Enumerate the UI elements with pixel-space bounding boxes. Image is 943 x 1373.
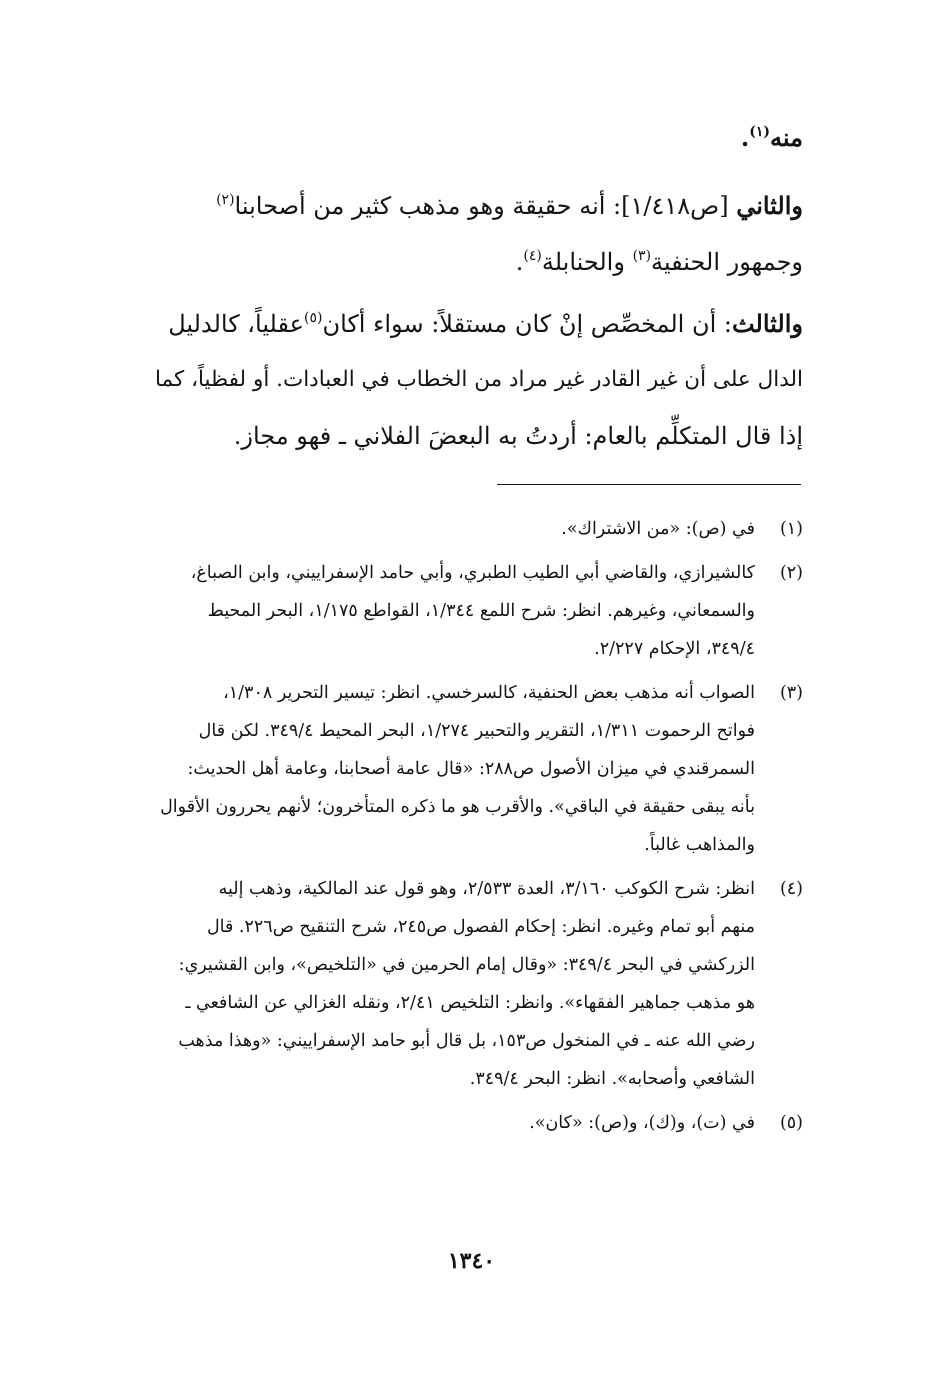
footnote-3 xyxy=(143,674,803,864)
footnote-line: والمذاهب غالباً. xyxy=(644,835,755,855)
footnote-number: (٤) xyxy=(779,879,803,899)
text-span: والحنابلة xyxy=(541,248,633,276)
text-span: . xyxy=(740,123,750,152)
footnote-number: (١) xyxy=(779,519,803,539)
main-line: الدال على أن غير القادر غير مراد من الخطاب في العبادات. أو لفظياً، كما xyxy=(155,367,803,392)
paragraph-lead: والثالث xyxy=(731,309,803,338)
footnote-ref-3: (٣) xyxy=(632,248,652,264)
text-span: عقلياً، كالدليل xyxy=(168,310,304,338)
footnote-number: (٢) xyxy=(779,563,803,583)
paragraph-lead: والثاني xyxy=(736,191,803,220)
main-paragraph-2 xyxy=(143,296,803,464)
text-span: . xyxy=(515,248,524,276)
footnote-1 xyxy=(143,510,803,548)
footnote-line: الزركشي في البحر ٣٤٩/٤: «وقال إمام الحرمين في «التلخيص»، وابن القشيري: xyxy=(178,955,755,975)
footnote-line: في (ص): «من الاشتراك». xyxy=(561,519,755,539)
text-span: : أن المخصِّص إنْ كان مستقلاً: سواء أكان xyxy=(322,310,732,338)
footnote-line: كالشيرازي، والقاضي أبي الطيب الطبري، وأبي حامد الإسفراييني، وابن الصباغ، xyxy=(190,563,755,583)
footnote-body xyxy=(143,870,755,1098)
text-span: منه xyxy=(770,123,803,152)
footnote-body xyxy=(143,1104,755,1142)
footnote-line: فواتح الرحموت ١/٣١١، التقرير والتحبير ١/٢٧٤، البحر المحيط ٣٤٩/٤. لكن قال xyxy=(198,721,755,741)
footnote-line: والسمعاني، وغيرهم. انظر: شرح اللمع ١/٣٤٤، القواطع ١/١٧٥، البحر المحيط xyxy=(207,601,755,621)
main-line xyxy=(143,178,803,234)
main-line xyxy=(143,110,803,166)
footnote-line: الصواب أنه مذهب بعض الحنفية، كالسرخسي. انظر: تيسير التحرير ١/٣٠٨، xyxy=(223,683,755,703)
text-span: [ص١/٤١٨]: أنه حقيقة وهو مذهب كثير من أصحابنا xyxy=(234,192,737,220)
footnote-line: الشافعي وأصحابه». انظر: البحر ٣٤٩/٤. xyxy=(469,1069,755,1089)
footnote-line: رضي الله عنه ـ في المنخول ص١٥٣، بل قال أبو حامد الإسفراييني: «وهذا مذهب xyxy=(178,1031,755,1051)
footnote-number: (٥) xyxy=(779,1113,803,1133)
footnote-body xyxy=(143,510,755,548)
footnote-ref-4: (٤) xyxy=(523,248,542,264)
footnote-ref-1: (١) xyxy=(749,124,771,140)
footnote-2 xyxy=(143,554,803,668)
footnote-line: في (ت)، و(ك)، و(ص): «كان». xyxy=(529,1113,755,1133)
footnote-ref-5: (٥) xyxy=(303,310,323,326)
main-line xyxy=(143,234,803,290)
footnote-number: (٣) xyxy=(779,683,803,703)
main-line: إذا قال المتكلِّم بالعام: أردتُ به البعضَ الفلاني ـ فهو مجاز. xyxy=(233,422,803,450)
footnote-separator xyxy=(497,484,801,485)
footnote-body xyxy=(143,674,755,864)
footnotes xyxy=(143,510,803,1148)
footnote-5 xyxy=(143,1104,803,1142)
main-line xyxy=(143,296,803,352)
footnote-4 xyxy=(143,870,803,1098)
main-paragraph-1 xyxy=(143,178,803,290)
main-paragraph-0 xyxy=(143,110,803,166)
footnote-line: هو مذهب جماهير الفقهاء». وانظر: التلخيص ٢/٤١، ونقله الغزالي عن الشافعي ـ xyxy=(185,993,755,1013)
footnote-line: ٣٤٩/٤، الإحكام ٢/٢٢٧. xyxy=(594,639,755,659)
footnote-line: السمرقندي في ميزان الأصول ص٢٨٨: «قال عامة أصحابنا، وعامة أهل الحديث: xyxy=(187,759,755,779)
footnote-line: بأنه يبقى حقيقة في الباقي». والأقرب هو ما ذكره المتأخرون؛ لأنهم يحررون الأقوال xyxy=(160,797,755,817)
footnote-ref-2: (٢) xyxy=(216,192,235,208)
footnote-line: انظر: شرح الكوكب ٣/١٦٠، العدة ٢/٥٣٣، وهو قول عند المالكية، وذهب إليه xyxy=(218,879,755,899)
footnote-line: منهم أبو تمام وغيره. انظر: إحكام الفصول ص٢٤٥، شرح التنقيح ص٢٢٦. قال xyxy=(206,917,755,937)
footnote-body xyxy=(143,554,755,668)
page-number: ١٣٤٠ xyxy=(447,1248,496,1274)
text-span: وجمهور الحنفية xyxy=(651,248,803,276)
